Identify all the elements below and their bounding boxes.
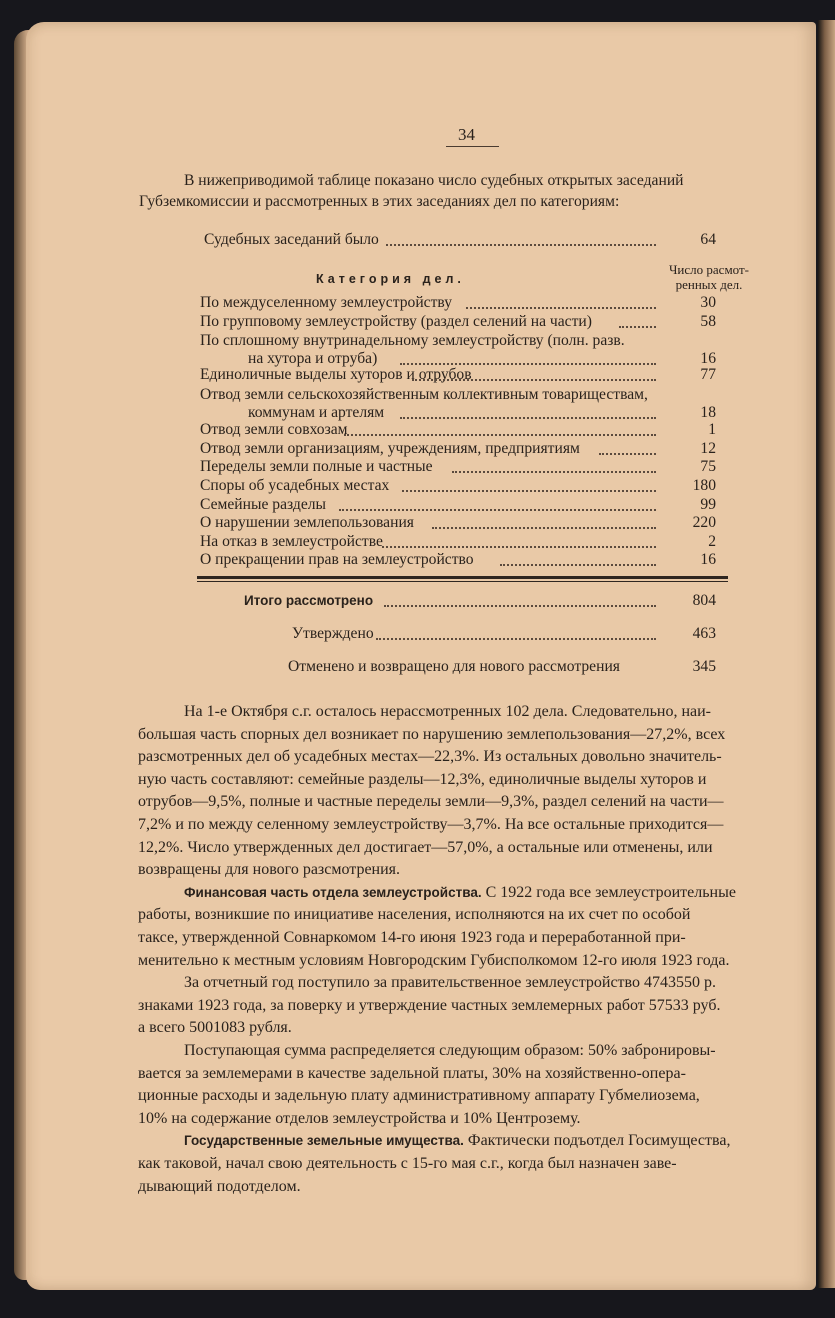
category-label: По групповому землеустройству (раздел селений на части) (200, 313, 592, 330)
category-count: 2 (708, 533, 716, 550)
category-label: О нарушении землепользования (200, 514, 414, 531)
body-line (138, 816, 798, 834)
body-text-span: ционные расходы и задельную плату административному аппарату Губмелиозема, (138, 1087, 700, 1104)
leader-dots (400, 417, 656, 419)
total-reviewed-value: 804 (692, 592, 716, 609)
body-text-span: За отчетный год поступило за правительственное землеустройство 4743550 р. (184, 974, 716, 991)
body-text-span: таксе, утвержденной Совнаркомом 14-го июня 1923 года и переработанной при- (138, 929, 686, 946)
leader-dots (376, 638, 656, 640)
body-text-span: 10% на содержание отделов землеустройства и 10% Центрозему. (138, 1110, 581, 1127)
body-text-span: На 1-е Октября с.г. осталось нерассмотренных 102 дела. Следовательно, наи- (184, 703, 711, 720)
table-bottom-rule-thick (197, 576, 728, 579)
table-header-count-line-2: ренных дел. (675, 277, 743, 292)
body-line (138, 771, 798, 789)
body-line (138, 952, 798, 970)
body-line (184, 884, 835, 902)
body-line (138, 1178, 798, 1196)
category-count: 77 (700, 366, 716, 383)
category-count: 58 (700, 313, 716, 330)
total-approved-label: Утверждено (292, 625, 374, 642)
total-reviewed-label: Итого рассмотрено (244, 593, 374, 608)
category-count: 99 (700, 496, 716, 513)
table-header-category: Категория дел. (316, 272, 465, 286)
body-text-span: отрубов—9,5%, полные и частные переделы земли—9,3%, раздел селений на части— (138, 793, 724, 810)
leader-dots (382, 546, 656, 548)
body-text-span: вается за землемерами в качестве задельной платы, 30% на хозяйственно-опера- (138, 1065, 686, 1082)
leader-dots (384, 605, 656, 607)
category-label: Отвод земли сельскохозяйственным коллективным товариществам, (200, 386, 648, 403)
total-returned-label: Отменено и возвращено для нового рассмотрения (288, 658, 620, 675)
body-line (138, 861, 798, 879)
category-count: 30 (700, 294, 716, 311)
intro-line-2: Губземкомиссии и рассмотренных в этих заседаниях дел по категориям: (139, 193, 620, 210)
intro-line-1: В нижеприводимой таблице показано число судебных открытых заседаний (184, 172, 684, 189)
category-label: Переделы земли полные и частные (200, 458, 433, 475)
category-count: 220 (692, 514, 716, 531)
category-count: 12 (700, 440, 716, 457)
leader-dots (339, 509, 656, 511)
category-label: на хутора и отруба) (248, 350, 378, 367)
category-label: По междуселенному землеустройству (200, 294, 453, 311)
body-line (184, 974, 835, 992)
body-line (184, 703, 835, 721)
leader-dots (402, 490, 656, 492)
category-label: Отвод земли организациям, учреждениям, предприятиям (200, 440, 580, 457)
body-line (138, 839, 798, 857)
body-text-span: С 1922 года все землеустроительные (481, 884, 736, 901)
body-text-span: менительно к местным условиям Новгородским Губисполкомом 12-го июля 1923 года. (138, 952, 730, 969)
leader-dots (500, 564, 656, 566)
category-count: 18 (700, 404, 716, 421)
category-count: 16 (700, 350, 716, 367)
category-count: 16 (700, 551, 716, 568)
category-label: По сплошному внутринадельному землеустройству (полн. разв. (200, 332, 625, 349)
sessions-label: Судебных заседаний было (204, 231, 379, 248)
leader-dots (432, 527, 656, 529)
body-text-span: работы, возникшие по инициативе населения, исполняются на их счет по особой (138, 906, 691, 923)
table-bottom-rule-thin (197, 581, 728, 582)
leader-dots (599, 453, 656, 455)
body-line (184, 1042, 835, 1060)
leader-dots (400, 363, 656, 365)
table-header-count-line-1: Число рaсмот- (668, 262, 750, 277)
body-line (138, 793, 798, 811)
body-text-span: ную часть составляют: семейные разделы—12,3%, единоличные выделы хуторов и (138, 771, 707, 788)
total-approved-value: 463 (692, 625, 716, 642)
category-label: Единоличные выделы хуторов и отрубов (200, 366, 472, 383)
body-text-span: разсмотренных дел об усадебных местах—22,3%. Из остальных довольно значитель- (138, 748, 722, 765)
leader-dots (344, 434, 656, 436)
category-label: Споры об усадебных местах (200, 477, 390, 494)
leader-dots (452, 471, 656, 473)
body-text-span: большая часть спорных дел возникает по нарушению землепользования—27,2%, всех (138, 726, 726, 743)
body-line (138, 1110, 798, 1128)
total-returned-value: 345 (692, 658, 716, 675)
body-line (184, 1132, 835, 1150)
leader-dots (466, 307, 656, 309)
category-count: 75 (700, 458, 716, 475)
body-text-span: 7,2% и по между селенному землеустройству—3,7%. На все остальные приходится— (138, 816, 724, 833)
body-text-span: Поступающая сумма распределяется следующим образом: 50% забронировы- (184, 1042, 716, 1059)
category-label: На отказ в землеустройстве (200, 533, 383, 550)
section-heading: Государственные земельные имущества. (184, 1133, 464, 1148)
category-count: 180 (692, 477, 716, 494)
category-label: Семейные разделы (200, 496, 326, 513)
category-label: О прекращении прав на землеустройство (200, 551, 474, 568)
body-line (138, 748, 798, 766)
body-text-span: знаками 1923 года, за поверку и утверждение частных землемерных работ 57533 руб. (138, 997, 721, 1014)
body-text-span: Фактически подъотдел Госимущества, (463, 1132, 731, 1149)
category-label: Отвод земли совхозам (200, 421, 348, 438)
body-text-span: а всего 5001083 рубля. (138, 1019, 292, 1036)
category-count: 1 (708, 421, 716, 438)
leader-dots (619, 326, 656, 328)
body-line (138, 1065, 798, 1083)
leader-dots (412, 379, 656, 381)
page-number-rule (446, 146, 499, 147)
leader-dots (386, 244, 656, 246)
page-number: 34 (458, 125, 475, 144)
body-text-span: дывающий подотделом. (138, 1178, 301, 1195)
body-line (138, 906, 798, 924)
body-line (138, 929, 798, 947)
body-line (138, 997, 798, 1015)
body-line (138, 726, 798, 744)
category-label: коммунам и артелям (248, 404, 385, 421)
section-heading: Финансовая часть отдела землеустройства. (184, 885, 482, 900)
body-line (138, 1155, 798, 1173)
body-line (138, 1019, 798, 1037)
adjacent-page-edge (818, 20, 835, 1288)
table-header-count (660, 262, 758, 292)
sessions-value: 64 (700, 231, 716, 248)
body-line (138, 1087, 798, 1105)
body-text-span: как таковой, начал свою деятельность с 15-го мая с.г., когда был назначен заве- (138, 1155, 677, 1172)
body-text-span: 12,2%. Число утвержденных дел достигает—57,0%, а остальные или отменены, или (138, 839, 713, 856)
body-text-span: возвращены для нового разсмотрения. (138, 861, 401, 878)
